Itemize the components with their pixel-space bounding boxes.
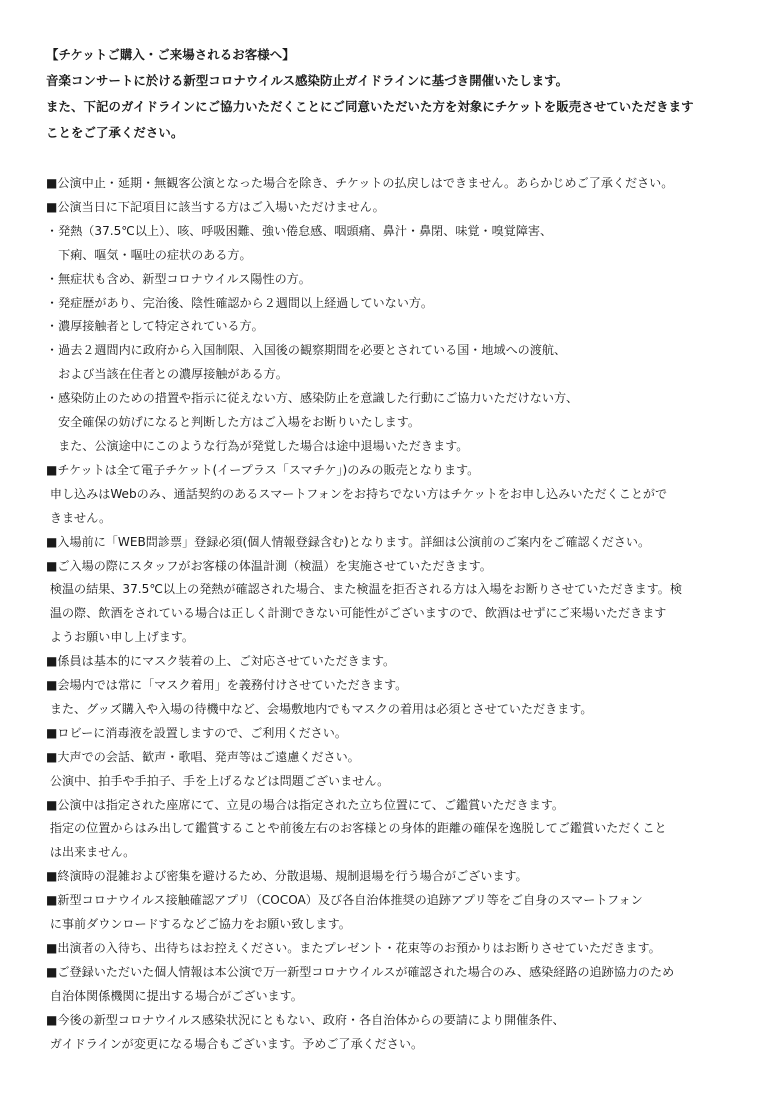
notice-line: ・無症状も含め、新型コロナウイルス陽性の方。 [46, 271, 311, 286]
notice-line: ■新型コロナウイルス接触確認アプリ（COCOA）及び各自治体推奨の追跡アプリ等をご自身のスマートフォン [46, 893, 643, 908]
notice-line: に事前ダウンロードするなどご協力をお願い致します。 [46, 917, 351, 932]
notice-line: ■会場内では常に「マスク着用」を義務付けさせていただきます。 [46, 678, 408, 693]
notice-line: ・感染防止のための措置や指示に従えない方、感染防止を意識した行動にご協力いただけない方、 [46, 391, 579, 406]
notice-line: また、公演途中にこのような行為が発覚した場合は途中退場いただきます。 [46, 438, 469, 453]
notice-line: ・発熱（37.5℃以上）、咳、呼吸困難、強い倦怠感、咽頭痛、鼻汁・鼻閉、味覚・嗅覚障害、 [46, 223, 553, 238]
document-header [46, 42, 737, 146]
notice-line: 安全確保の妨げになると判断した方はご入場をお断りいたします。 [46, 415, 420, 430]
notice-line: ■公演当日に下記項目に該当する方はご入場いただけません。 [46, 199, 385, 214]
notice-line: 温の際、飲酒をされている場合は正しく計測できない可能性がございますので、飲酒はせずにご来場いただきます [46, 606, 667, 621]
notice-line: ようお願い申し上げます。 [46, 630, 195, 645]
notice-line: 申し込みはWebのみ、通話契約のあるスマートフォンをお持ちでない方はチケットをお申し込みいただくことがで [46, 486, 668, 501]
notice-line: ■ご入場の際にスタッフがお客様の体温計測（検温）を実施させていただきます。 [46, 558, 492, 573]
notice-line: ■ご登録いただいた個人情報は本公演で万一新型コロナウイルスが確認された場合のみ、感染経路の追跡協力のため [46, 964, 675, 979]
notice-line: 下痢、嘔気・嘔吐の症状のある方。 [46, 247, 252, 262]
notice-line: ガイドラインが変更になる場合もございます。予めご了承ください。 [46, 1036, 424, 1051]
notice-line: ■ロビーに消毒液を設置しますので、ご利用ください。 [46, 725, 347, 740]
notice-line: ・過去２週間内に政府から入国制限、入国後の観察期間を必要とされている国・地域への渡航、 [46, 343, 567, 358]
notice-line: きません。 [46, 510, 112, 525]
notice-line: 公演中、拍手や手拍子、手を上げるなどは問題ございません。 [46, 773, 390, 788]
notice-line: 検温の結果、37.5℃以上の発熱が確認された場合、また検温を拒否される方は入場をお断りさせていただきます。検 [46, 582, 682, 597]
notice-line: ■大声での会話、歓声・歌唱、発声等はご遠慮ください。 [46, 749, 360, 764]
notice-line: ■入場前に「WEB問診票」登録必須(個人情報登録含む)となります。詳細は公演前のご案内をご確認ください。 [46, 534, 651, 549]
notice-line: ■公演中は指定された座席にて、立見の場合は指定された立ち位置にて、ご鑑賞いただきます。 [46, 797, 564, 812]
notice-line: 指定の位置からはみ出して鑑賞することや前後左右のお客様との身体的距離の確保を逸脱してご鑑賞いただくこと [46, 821, 667, 836]
notice-line: ・発症歴があり、完治後、陰性確認から２週間以上経過していない方。 [46, 295, 434, 310]
notice-line: 自治体関係機関に提出する場合がございます。 [46, 988, 303, 1003]
header-line: また、下記のガイドラインにご協力いただくことにご同意いただいた方を対象にチケットを販売させていただきます [46, 99, 694, 114]
notice-line: ■出演者の入待ち、出待ちはお控えください。またプレゼント・花束等のお預かりはお断りさせていただきます。 [46, 941, 661, 955]
notice-line: ■終演時の混雑および密集を避けるため、分散退場、規制退場を行う場合がございます。 [46, 869, 528, 884]
notice-list [46, 172, 737, 1057]
notice-line: また、グッズ購入や入場の待機中など、会場敷地内でもマスクの着用は必須とさせていただきます。 [46, 701, 593, 716]
header-line: 音楽コンサートに於ける新型コロナウイルス感染防止ガイドラインに基づき開催いたします。 [46, 73, 569, 88]
notice-line: ■チケットは全て電子チケット(イープラス「スマチケ」)のみの販売となります。 [46, 462, 480, 477]
notice-line: ・濃厚接触者として特定されている方。 [46, 319, 264, 334]
notice-line: ■今後の新型コロナウイルス感染状況にともない、政府・各自治体からの要請により開催条件、 [46, 1012, 565, 1027]
header-title: 【チケットご購入・ご来場されるお客様へ】 [46, 47, 295, 62]
notice-line: は出来ません。 [46, 845, 136, 860]
notice-line: および当該在住者との濃厚接触がある方。 [46, 367, 288, 382]
header-line: ことをご了承ください。 [46, 125, 184, 140]
notice-line: ■係員は基本的にマスク装着の上、ご対応させていただきます。 [46, 654, 396, 669]
notice-line: ■公演中止・延期・無観客公演となった場合を除き、チケットの払戻しはできません。あらかじめご了承ください。 [46, 176, 674, 190]
